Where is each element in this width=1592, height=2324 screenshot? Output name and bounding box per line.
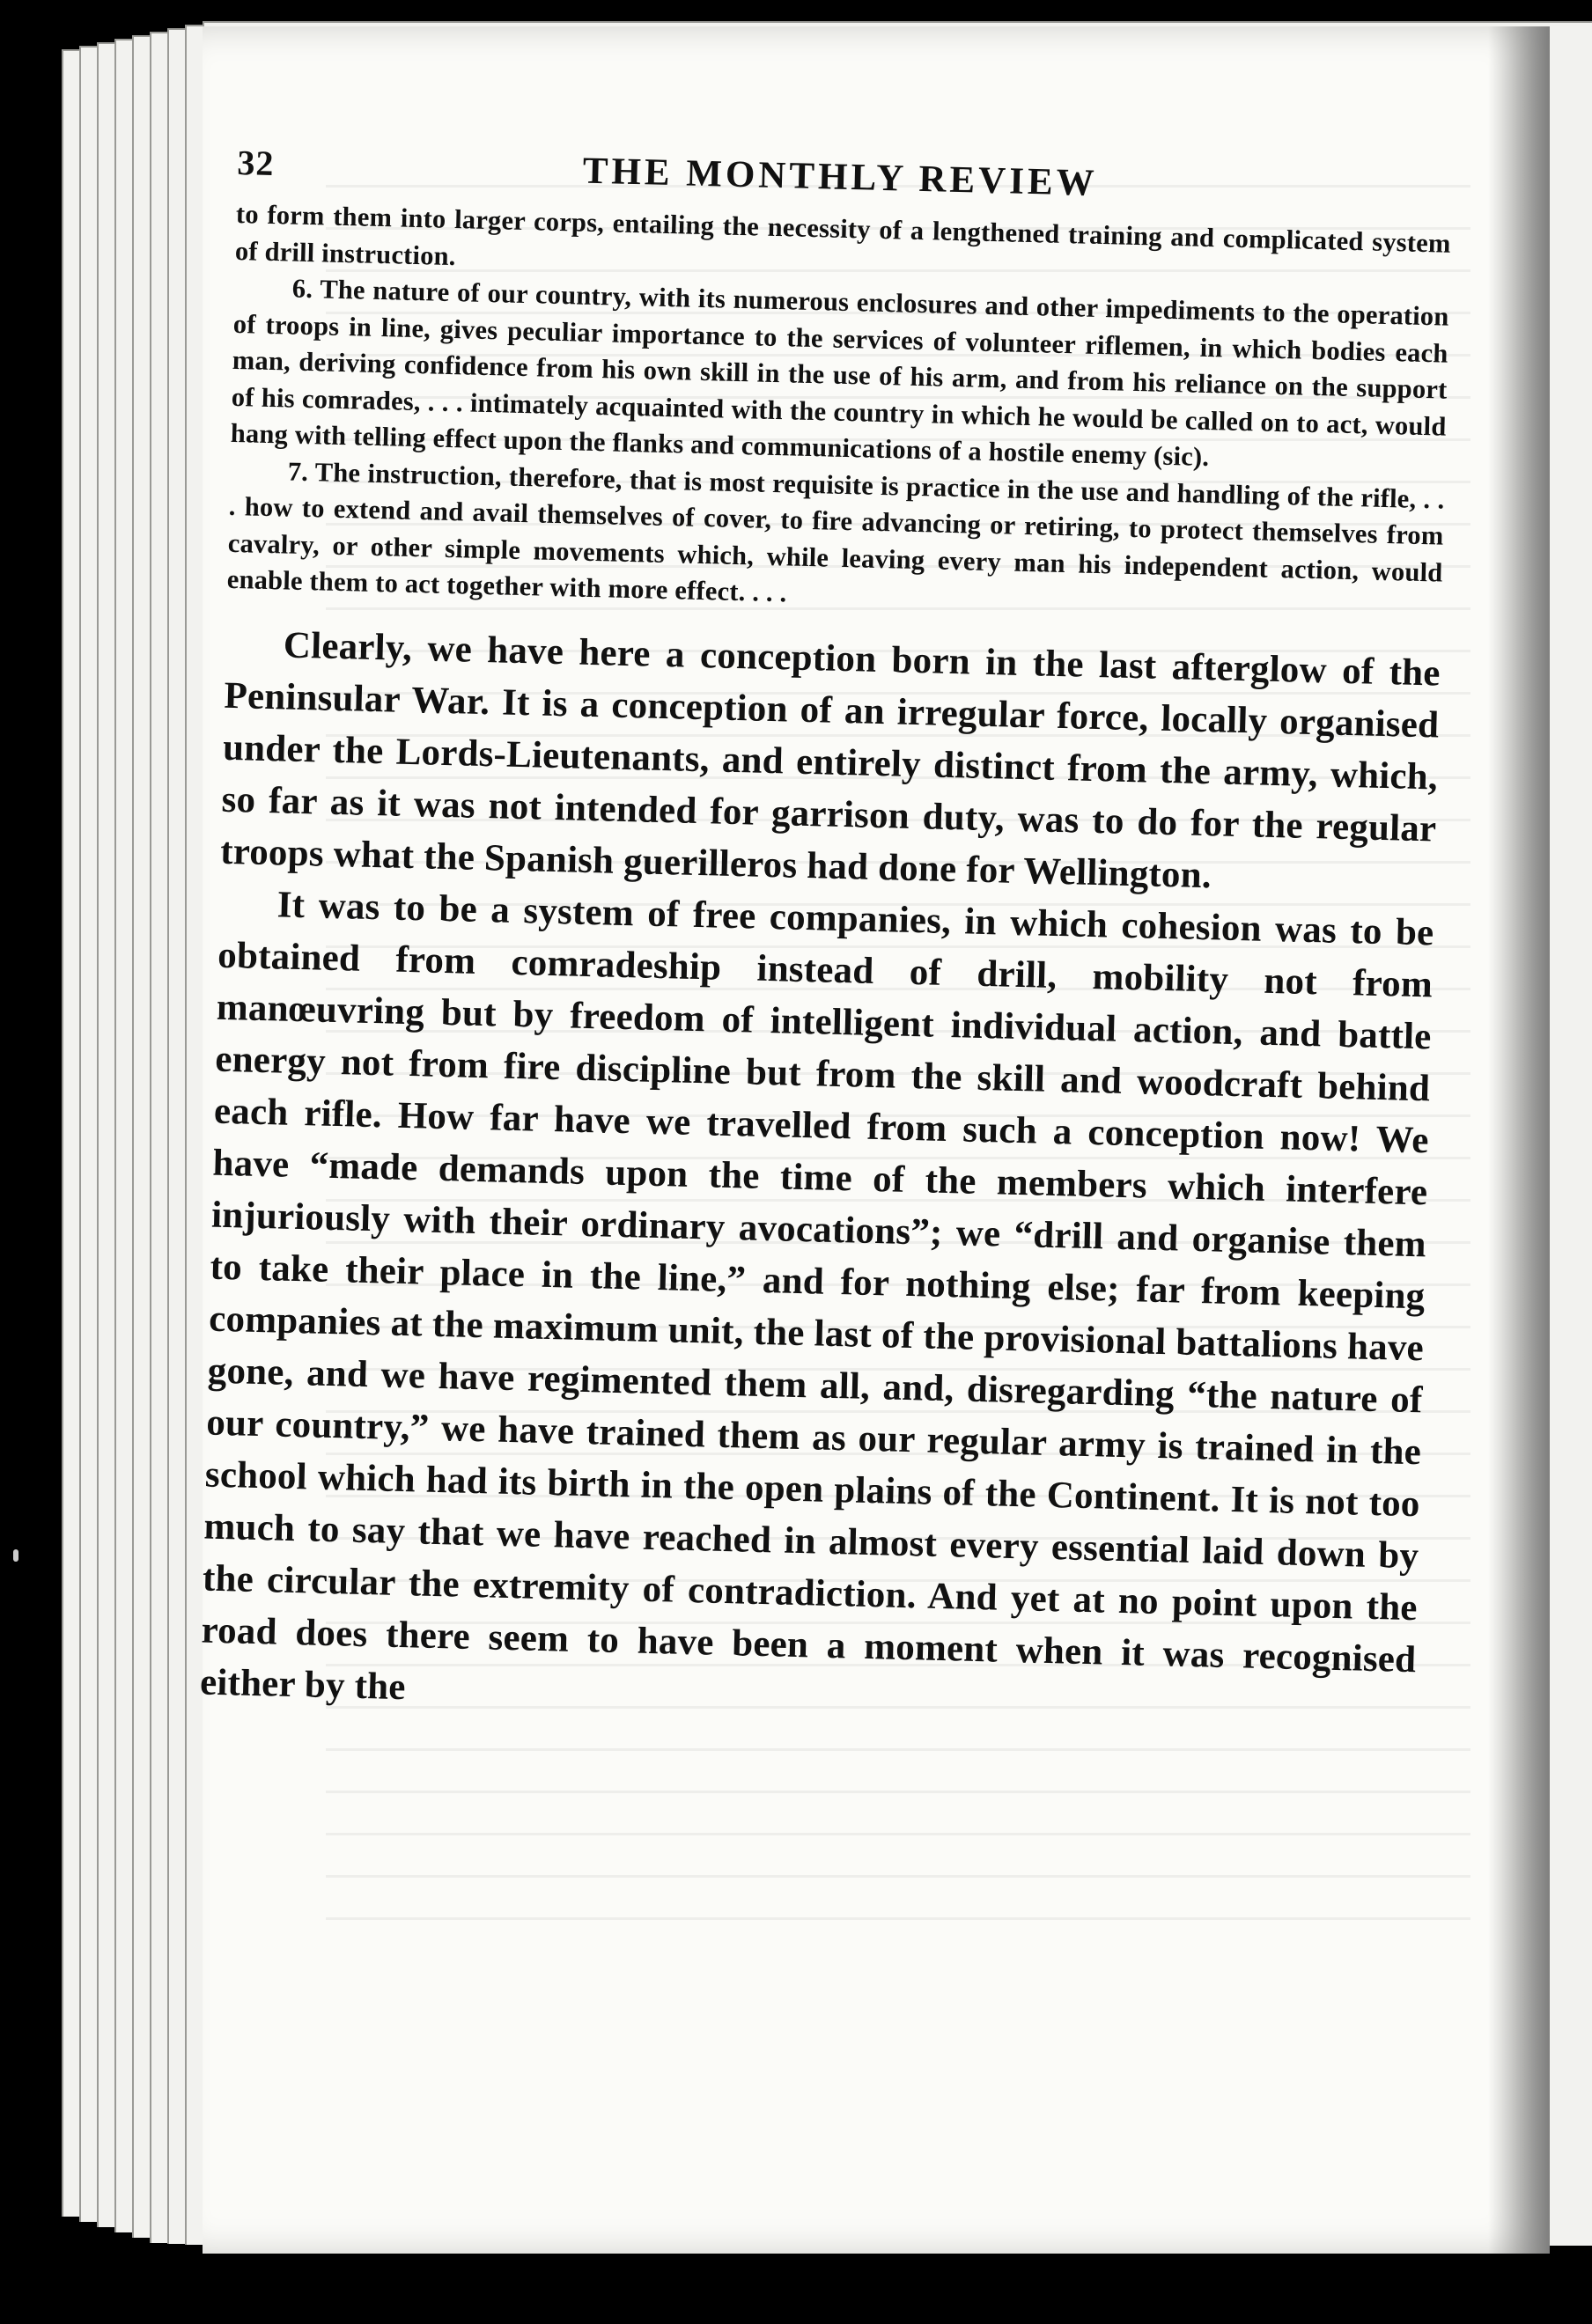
quote-paragraph: 6. The nature of our country, with its numerous enclosures and other impediments to the operation of troops in line, gives peculiar importance to the services of volunteer riflemen, in which bodies each man, deriving confidence from his own skill in the use of his arm, and from his reliance on the support of his comrades, . . . intimately acquainted with the country in which he would be called on to act, would hang with telling effect upon the flanks and communications of a hostile enemy (sic). xyxy=(230,273,1449,473)
quote-paragraph: 7. The instruction, therefore, that is most requisite is practice in the use and handling of the rifle, . . . how to extend and avail themselves of cover, to fire advancing or retiring, to protect themselves from cavalry, or other simple movements which, while leaving every man his independent action, would enable them to act together with more effect. . . . xyxy=(226,456,1445,608)
page-content xyxy=(199,141,1452,1738)
page-number: 32 xyxy=(236,142,275,184)
quote-paragraph: to form them into larger corps, entailing the necessity of a lengthened training and complicated system of drill instruction. xyxy=(234,198,1451,271)
scan-artifact xyxy=(13,1549,18,1562)
running-title: THE MONTHLY REVIEW xyxy=(582,150,1099,204)
body-text xyxy=(199,617,1441,1737)
quoted-circular xyxy=(226,196,1451,628)
body-paragraph: Clearly, we have here a conception born in the last afterglow of the Peninsular War. It is a conception of an irregular force, locally organised under the Lords-Lieutenants, and entirely distinct from the army, which, so far as it was not intended for garrison duty, was to do for the regular troops what the Spanish guerilleros had done for Wellington. xyxy=(219,623,1441,896)
body-paragraph: It was to be a system of free companies, in which cohesion was to be obtained from comradeship instead of drill, mobility not from manœuvring but by freedom of intelligent individual action, and battle energy not from fire discipline but from the skill and woodcraft behind each rifle. How far have we travelled from such a conception now! We have “made demands upon the time of the members which interfere injuriously with their ordinary avocations”; we “drill and organise them to take their place in the line,” and for nothing else; far from keeping companies at the maximum unit, the last of the provisional battalions have gone, and we have regimented them all, and, disregarding “the nature of our country,” we have trained them as our regular army is trained in the school which had its birth in the open plains of the Continent. It is not too much to say that we have reached in almost every essential laid down by the circular the extremity of contradiction. And yet at no point upon the road does there seem to have been a moment when it was recognised either by the xyxy=(199,883,1435,1708)
gutter-shadow xyxy=(1488,26,1550,2254)
